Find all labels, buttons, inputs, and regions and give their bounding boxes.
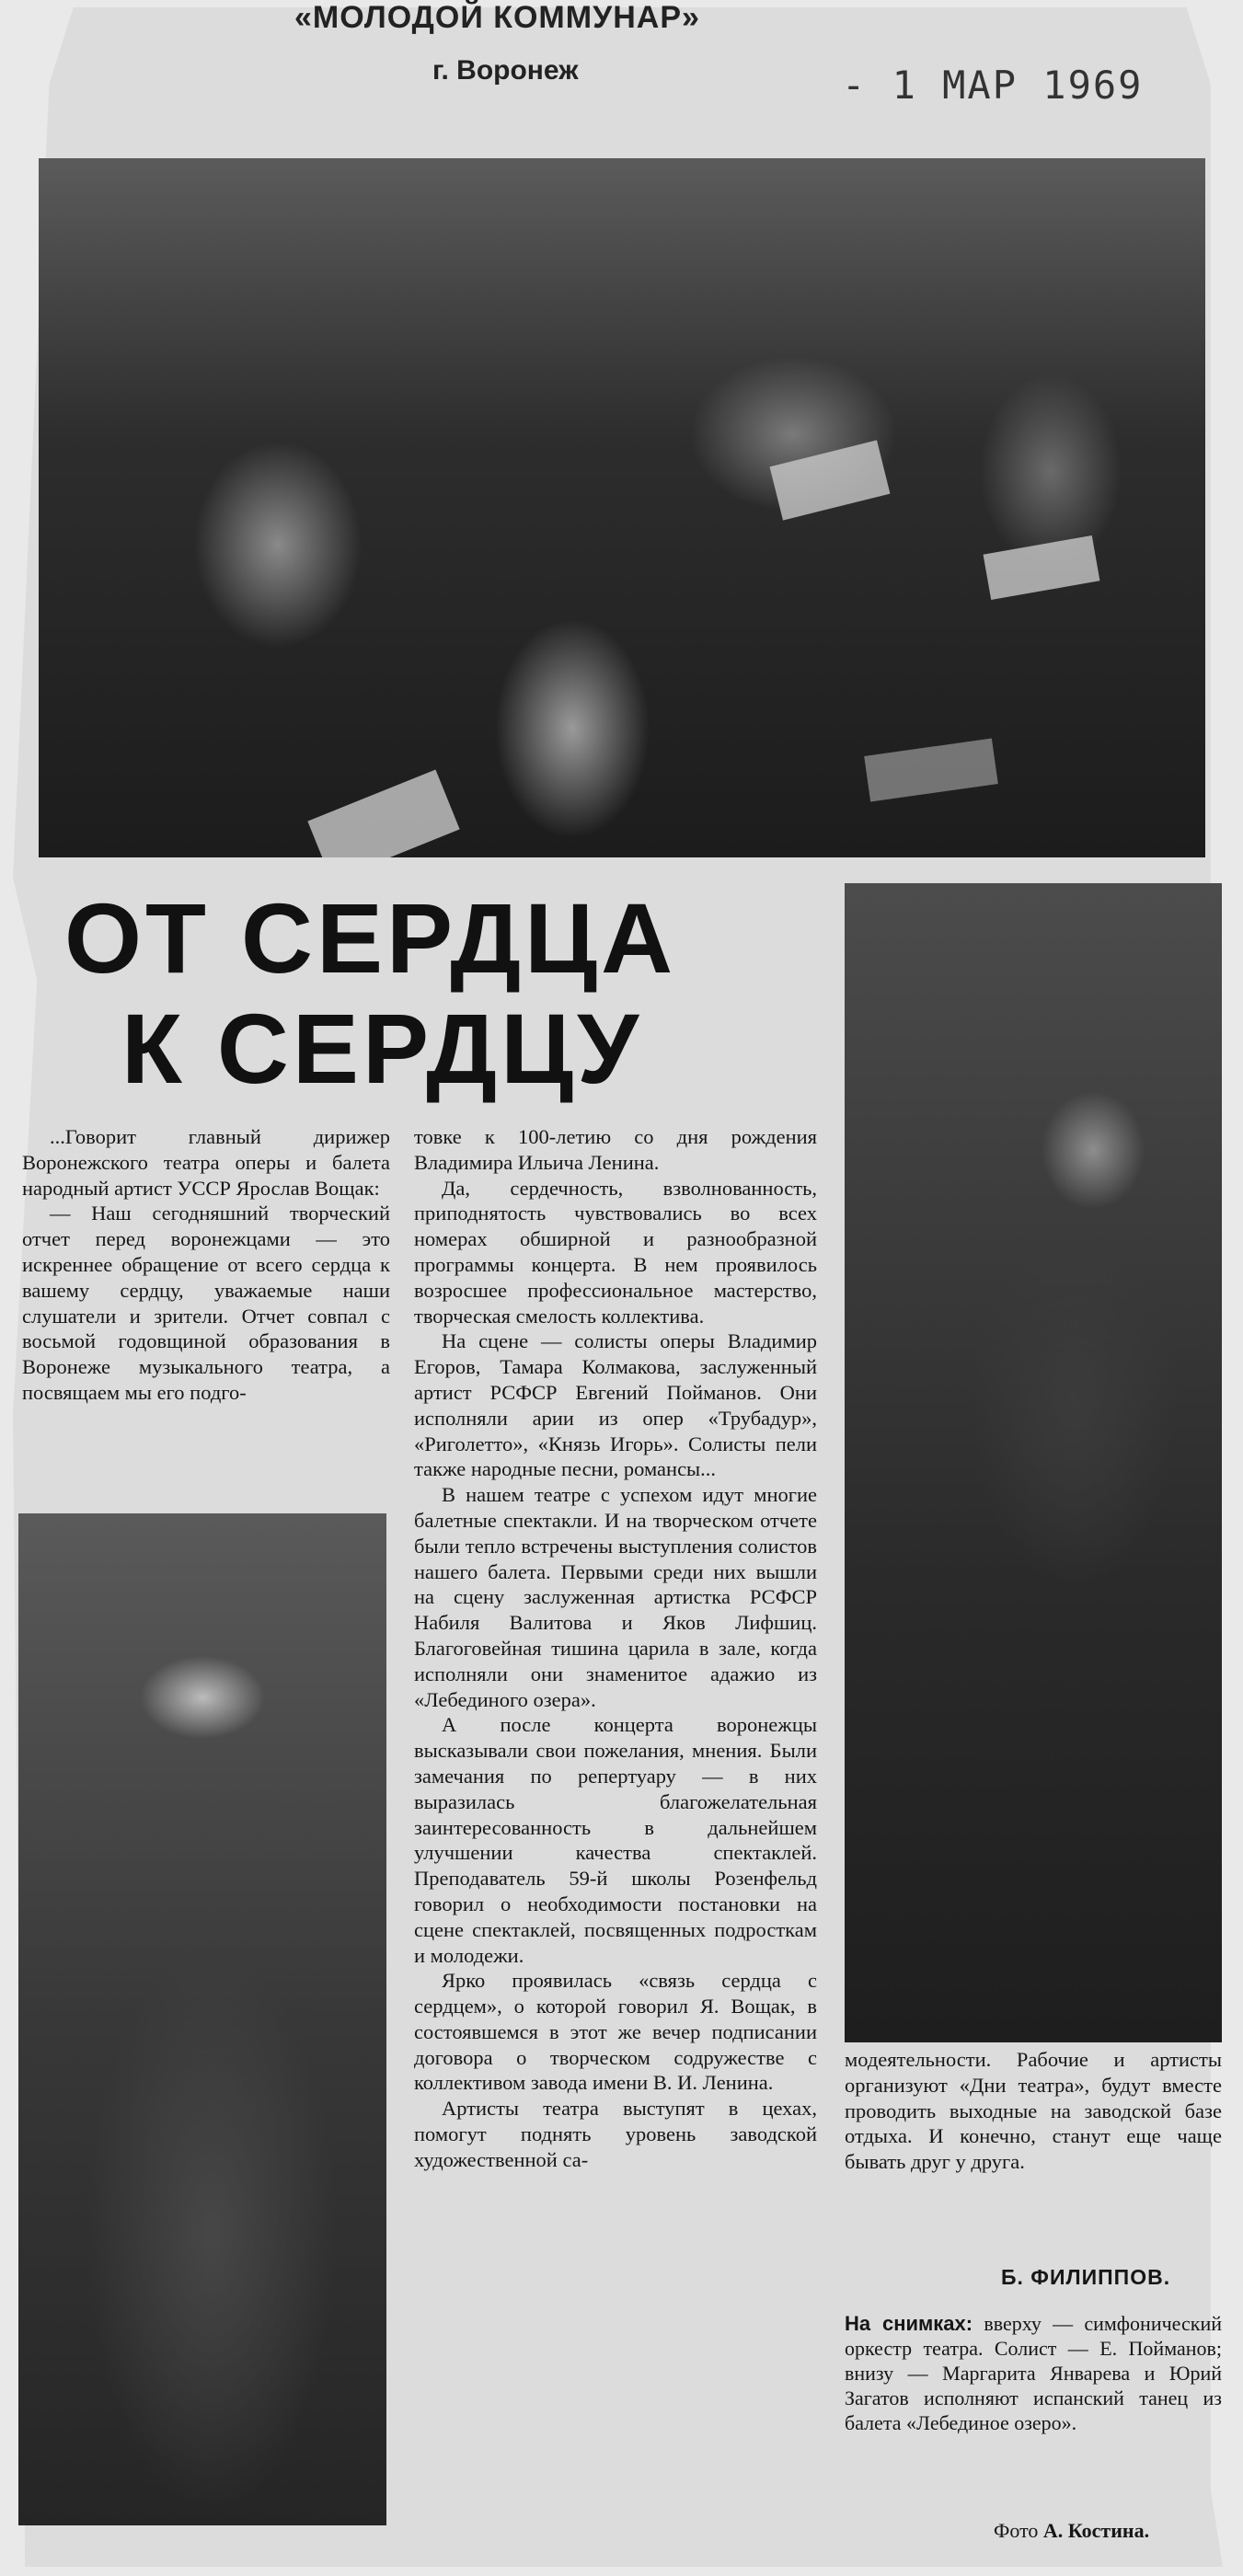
orchestra-photo — [39, 158, 1205, 857]
newspaper-city: г. Воронеж — [432, 55, 579, 86]
article-paragraph: Ярко проявилась «связь сердца с сердцем», о которой говорил Я. Вощак, в состоявшемся в этот же вечер подписании договора о творческом содружестве с коллективом завода имени В. И. Ленина. — [414, 1969, 817, 2095]
article-paragraph: — Наш сегодняшний творческий отчет перед воронежцами — это искреннее обращение от всего сердца к вашему сердцу, уважаемые наши слушатели и зрители. Отчет совпал с восьмой годовщиной образования в Воронеже музыкального театра, а посвящаем мы его подго- — [22, 1202, 390, 1404]
article-paragraph: Да, сердечность, взволнованность, приподнятость чувствовались во всех номерах обширной и разнообразной программы концерта. В нем проявилось возросшее профессиональное мастерство, творческая смелость коллектива. — [414, 1176, 817, 1328]
headline-line-2: К СЕРДЦУ — [121, 993, 643, 1104]
caption-lead: На снимках: — [845, 2312, 973, 2335]
article-column-2 — [414, 1124, 817, 2173]
article-paragraph: модеятельности. Рабочие и артисты организуют «Дни театра», будут вместе проводить выходные на заводской базе отдыха. И конечно, станут еще чаще бывать друг у друга. — [845, 2048, 1222, 2174]
date-stamp: - 1 МАР 1969 — [842, 63, 1144, 108]
article-column-1 — [22, 1124, 390, 1406]
article-paragraph: товке к 100-летию со дня рождения Владимира Ильича Ленина. — [414, 1125, 817, 1174]
article-paragraph: В нашем театре с успехом идут многие балетные спектакли. И на творческом отчете были тепло встречены выступления солистов нашего балета. Первыми среди них вышли на сцену заслуженная артистка РСФСР Набиля Валитова и Яков Лифшиц. Благоговейная тишина царила в зале, когда исполняли они знаменитое адажио из «Лебединого озера». — [414, 1483, 817, 1711]
article-paragraph: ...Говорит главный дирижер Воронежского театра оперы и балета народный артист УССР Ярослав Вощак: — [22, 1125, 390, 1200]
photo-caption — [845, 2311, 1222, 2435]
author-byline: Б. ФИЛИППОВ. — [1001, 2265, 1171, 2289]
newspaper-name: «МОЛОДОЙ КОММУНАР» — [294, 0, 700, 35]
article-column-3 — [845, 2047, 1222, 2175]
photo-credit-prefix: Фото — [994, 2519, 1043, 2542]
caption-text: вверху — симфонический оркестр театра. Солист — Е. Пойманов; внизу — Маргарита Январева и Юрий Загатов исполняют испанский танец из балета «Лебединое озеро». — [845, 2312, 1222, 2434]
headline-line-1: ОТ СЕРДЦА — [64, 882, 677, 994]
article-paragraph: Артисты театра выступят в цехах, помогут поднять уровень заводской художественной са- — [414, 2097, 817, 2171]
article-paragraph: А после концерта воронежцы высказывали свои пожелания, мнения. Были замечания по репертуару — в них выразилась благожелательная заинтересованность в дальнейшем улучшении качества спектаклей. Преподаватель 59-й школы Розенфельд говорил о необходимости постановки на сцене спектаклей, посвященных подросткам и молодежи. — [414, 1713, 817, 1967]
dancer-male-photo — [845, 883, 1222, 2042]
headline — [64, 883, 676, 1104]
photo-credit-name: А. Костина. — [1042, 2519, 1150, 2542]
photo-credit — [994, 2519, 1149, 2543]
article-paragraph: На сцене — солисты оперы Владимир Егоров, Тамара Колмакова, заслуженный артист РСФСР Евгений Пойманов. Они исполняли арии из опер «Трубадур», «Риголетто», «Князь Игорь». Солисты пели также народные песни, романсы... — [414, 1329, 817, 1481]
dancer-female-photo — [18, 1513, 386, 2525]
